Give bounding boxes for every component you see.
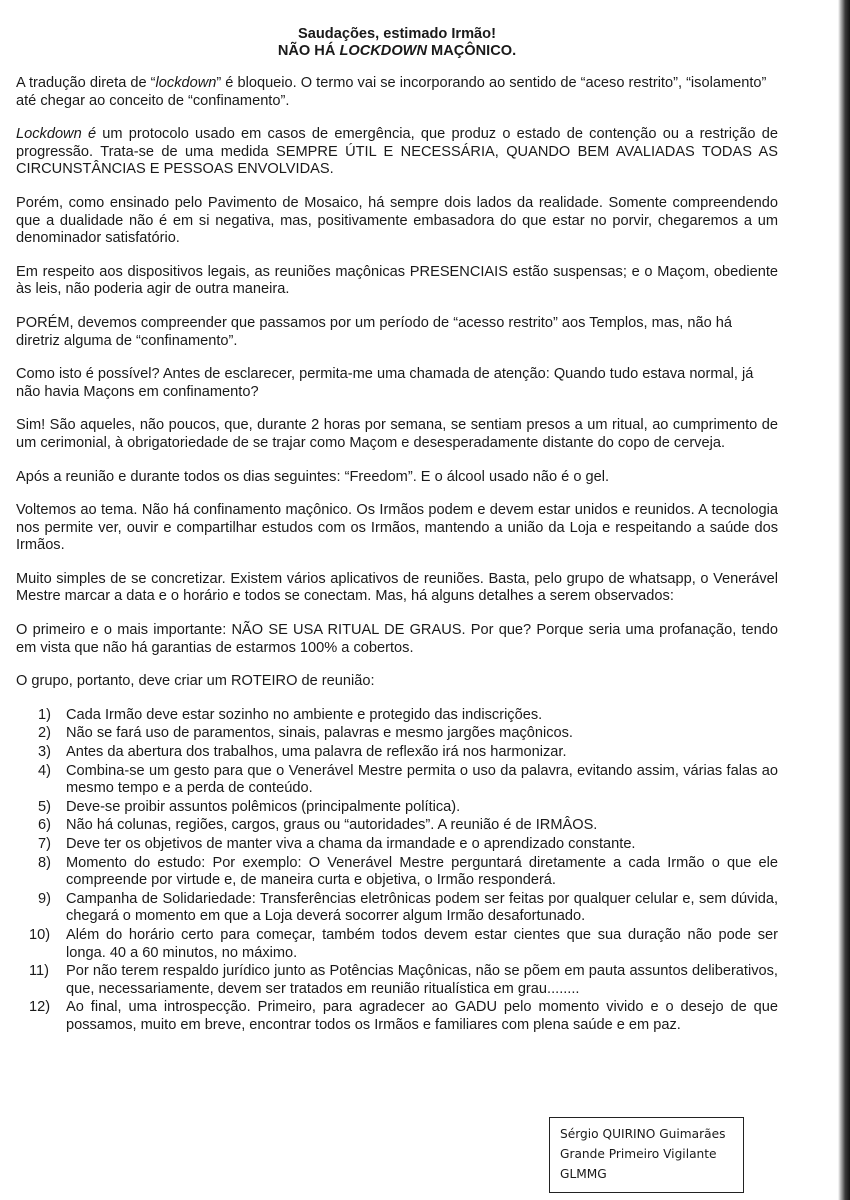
- list-item-number: 6): [38, 817, 51, 834]
- list-item-number: 5): [38, 798, 51, 815]
- paragraph-12: O grupo, portanto, deve criar um ROTEIRO de reunião:: [16, 673, 375, 690]
- p1-italic: lockdown: [155, 75, 217, 91]
- list-item-number: 9): [38, 890, 51, 907]
- list-item-number: 11): [29, 963, 50, 980]
- p1-text-c: ” é bloqueio. O termo vai se incorporando ao sentido de “aceso restrito”, “isolamento” até chegar ao conceito de “confinamento”.: [16, 75, 767, 109]
- signature-box: [549, 1117, 744, 1193]
- list-item: [16, 707, 778, 725]
- list-item-text: Deve ter os objetivos de manter viva a chama da irmandade e o aprendizado constante.: [66, 836, 636, 852]
- signature-org: GLMMG: [560, 1167, 607, 1181]
- list-item: [16, 891, 778, 926]
- title-part-2: MAÇÔNICO.: [427, 43, 517, 59]
- list-item-text: Além do horário certo para começar, também todos devem estar cientes que sua duração não pode ser longa. 40 a 60 minutos, no máximo.: [66, 926, 778, 961]
- paragraph-7: Sim! São aqueles, não poucos, que, durante 2 horas por semana, se sentiam presos a um ritual, ao cumprimento de um cerimonial, à obrigatoriedade de se trajar como Maçom e desesperadamente distante do copo de cerveja.: [16, 417, 778, 451]
- paragraph-8: Após a reunião e durante todos os dias seguintes: “Freedom”. E o álcool usado não é o gel.: [16, 468, 610, 485]
- letter-header: [16, 26, 778, 60]
- list-item-text: Deve-se proibir assuntos polêmicos (principalmente política).: [66, 798, 461, 815]
- title-italic-word: LOCKDOWN: [339, 43, 427, 59]
- list-item: [16, 744, 778, 762]
- list-item-number: 2): [38, 725, 51, 742]
- list-item-number: 3): [38, 744, 51, 761]
- paragraph-1: [16, 75, 778, 110]
- paragraph-4: Em respeito aos dispositivos legais, as reuniões maçônicas PRESENCIAIS estão suspensas; e o Maçom, obediente às leis, não poderia agir de outra maneira.: [16, 263, 778, 298]
- list-item: [16, 855, 778, 890]
- p2-text: um protocolo usado em casos de emergência, que produz o estado de contenção ou a restrição de progressão. Trata-se de uma medida SEMPRE ÚTIL E NECESSÁRIA, QUANDO BEM AVALIADAS TODAS AS CIRCUNSTÂNCIAS E PESSOAS ENVOLVIDAS.: [16, 126, 778, 178]
- list-item-number: 7): [38, 836, 51, 852]
- letter-page: [16, 26, 778, 1036]
- list-item-text: Momento do estudo: Por exemplo: O Venerável Mestre perguntará diretamente a cada Irmão o que ele compreende por virtude e, de maneira curta e objetiva, o Irmão responderá.: [66, 854, 778, 889]
- list-item-number: 12): [29, 999, 51, 1016]
- list-item-text: Combina-se um gesto para que o Venerável Mestre permita o uso da palavra, evitando assim, várias falas ao mesmo tempo e a perda de conteúdo.: [66, 762, 778, 797]
- list-item-number: 10): [29, 926, 51, 943]
- list-item: [16, 999, 778, 1034]
- letter-title: [16, 43, 778, 60]
- list-item-text: Por não terem respaldo jurídico junto as Potências Maçônicas, não se põem em pauta assuntos deliberativos, que, necessariamente, devem ser tratados em reunião ritualística em grau........: [66, 963, 778, 997]
- list-item: [16, 963, 778, 998]
- list-item-text: Não há colunas, regiões, cargos, graus ou “autoridades”. A reunião é de IRMÂOS.: [66, 817, 598, 834]
- list-item: [16, 799, 778, 817]
- list-item-text: Cada Irmão deve estar sozinho no ambiente e protegido das indiscrições.: [66, 706, 543, 723]
- list-item: [16, 817, 778, 835]
- meeting-script-list: [16, 707, 778, 1035]
- list-item-text: Não se fará uso de paramentos, sinais, palavras e mesmo jargões maçônicos.: [66, 725, 573, 742]
- greeting: Saudações, estimado Irmão!: [298, 26, 496, 42]
- list-item-text: Campanha de Solidariedade: Transferências eletrônicas podem ser feitas por qualquer celular e, sem dúvida, chegará o momento em que a Loja deverá socorrer algum Irmão desafortunado.: [66, 890, 778, 925]
- paragraph-6: Como isto é possível? Antes de esclarecer, permita-me uma chamada de atenção: Quando tudo estava normal, já não havia Maçons em confinamento?: [16, 366, 754, 400]
- p2-italic: Lockdown é: [16, 126, 97, 143]
- paragraph-3: Porém, como ensinado pelo Pavimento de Mosaico, há sempre dois lados da realidade. Somente compreendendo que a dualidade não é em si negativa, mas, positivamente embasadora do que estar no porvir, chegaremos a um denominador satisfatório.: [16, 194, 778, 247]
- paragraph-5: PORÉM, devemos compreender que passamos por um período de “acesso restrito” aos Templos, mas, não há diretriz alguma de “confinamento”.: [16, 314, 732, 349]
- paragraph-11: O primeiro e o mais importante: NÃO SE USA RITUAL DE GRAUS. Por que? Porque seria uma profanação, tendo em vista que não há garantias de estarmos 100% a cobertos.: [16, 622, 778, 656]
- list-item-number: 4): [38, 762, 51, 779]
- list-item: [16, 725, 778, 743]
- signature-role: Grande Primeiro Vigilante: [560, 1147, 717, 1161]
- list-item-number: 1): [38, 706, 51, 723]
- scan-dark-edge: [838, 0, 850, 1200]
- list-item-number: 8): [38, 854, 51, 871]
- list-item: [16, 927, 778, 962]
- list-item: [16, 836, 778, 854]
- p1-text-a: A tradução direta de “: [16, 75, 156, 91]
- paragraph-2: [16, 126, 778, 179]
- list-item-text: Antes da abertura dos trabalhos, uma palavra de reflexão irá nos harmonizar.: [66, 744, 567, 761]
- title-part-1: NÃO HÁ: [277, 43, 340, 59]
- list-item: [16, 763, 778, 798]
- list-item-text: Ao final, uma introspecção. Primeiro, para agradecer ao GADU pelo momento vivido e o desejo de que possamos, muito em breve, encontrar todos os Irmãos e familiares com plena saúde e em paz.: [66, 999, 778, 1033]
- signature-name: Sérgio QUIRINO Guimarães: [560, 1127, 726, 1141]
- paragraph-10: Muito simples de se concretizar. Existem vários aplicativos de reuniões. Basta, pelo grupo de whatsapp, o Venerável Mestre marcar a data e o horário e todos se conectam. Mas, há alguns detalhes a serem observados:: [16, 570, 778, 605]
- paragraph-9: Voltemos ao tema. Não há confinamento maçônico. Os Irmãos podem e devem estar unidos e reunidos. A tecnologia nos permite ver, ouvir e compartilhar estudos com os Irmãos, mantendo a união da Loja e respeitando a saúde dos Irmãos.: [16, 502, 778, 554]
